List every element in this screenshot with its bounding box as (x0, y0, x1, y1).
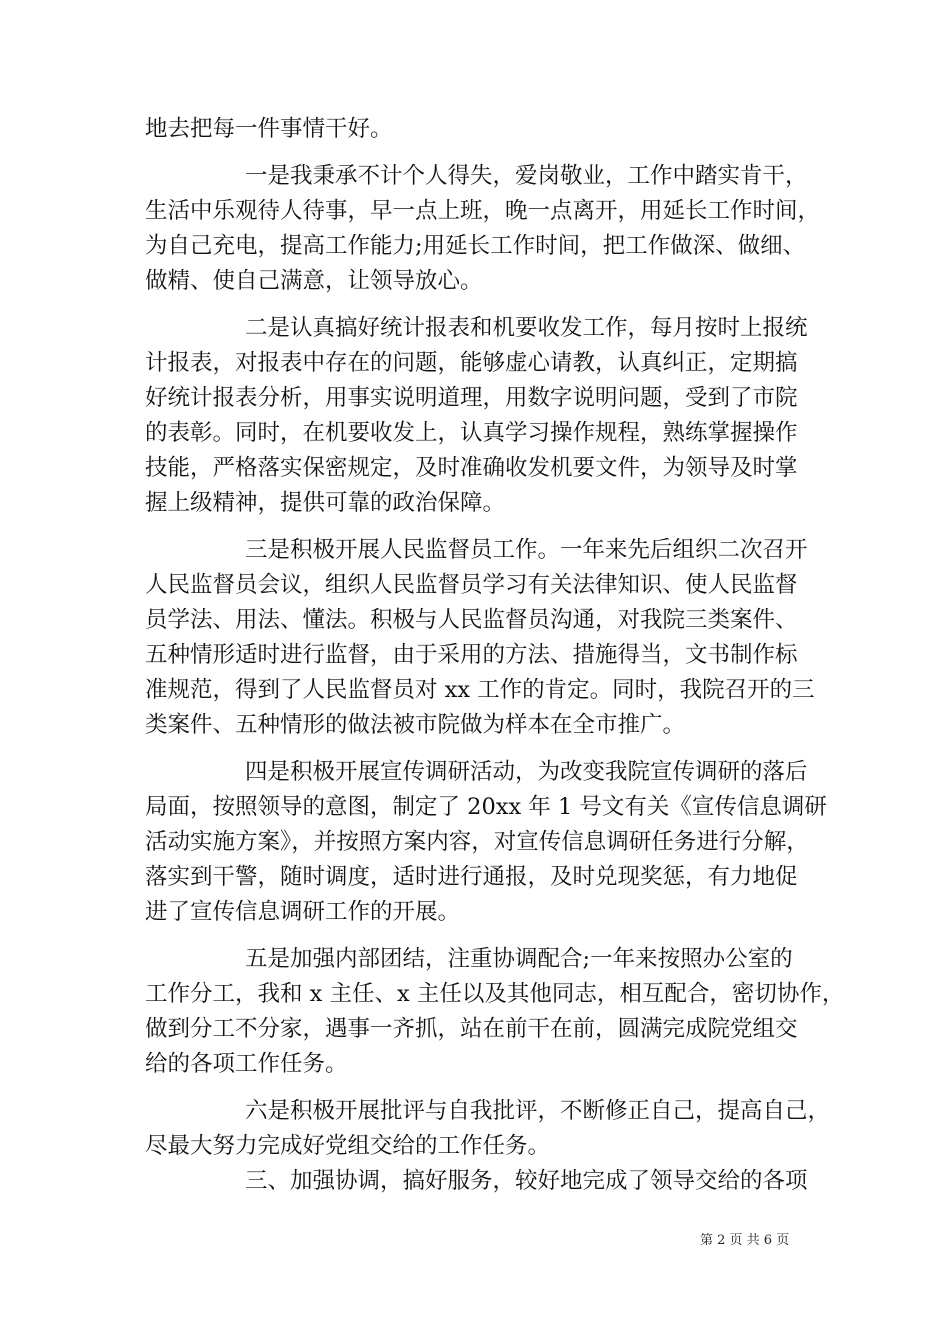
text-line: 握上级精神，提供可靠的政治保障。 (145, 490, 506, 516)
text-line: 做精、使自己满意，让领导放心。 (145, 268, 483, 294)
text-line: 准规范，得到了人民监督员对 xx 工作的肯定。同时，我院召开的三 (145, 677, 815, 703)
text-line: 落实到干警，随时调度，适时进行通报，及时兑现奖惩，有力地促 (145, 864, 798, 890)
text-line: 活动实施方案》，并按照方案内容，对宣传信息调研任务进行分解， (145, 829, 809, 855)
paragraph-first-line: 四是积极开展宣传调研活动，为改变我院宣传调研的落后 (245, 759, 808, 785)
text-line: 生活中乐观待人待事，早一点上班，晚一点离开，用延长工作时间， (145, 198, 821, 224)
text-line: 员学法、用法、懂法。积极与人民监督员沟通，对我院三类案件、 (145, 607, 798, 633)
paragraph-first-line: 三、加强协调，搞好服务，较好地完成了领导交给的各项 (245, 1168, 808, 1194)
text-line: 为自己充电，提高工作能力;用延长工作时间，把工作做深、做细、 (145, 233, 806, 259)
text-line: 好统计报表分析，用事实说明道理，用数字说明问题，受到了市院 (145, 385, 798, 411)
paragraph-first-line: 五是加强内部团结，注重协调配合;一年来按照办公室的 (245, 946, 793, 972)
text-line: 计报表，对报表中存在的问题，能够虚心请教，认真纠正，定期搞 (145, 350, 798, 376)
paragraph-first-line: 二是认真搞好统计报表和机要收发工作，每月按时上报统 (245, 315, 808, 341)
text-line: 给的各项工作任务。 (145, 1051, 348, 1077)
text-line: 局面，按照领导的意图，制定了 20xx 年 1 号文有关《宣传信息调研 (145, 794, 827, 820)
paragraph-first-line: 六是积极开展批评与自我批评，不断修正自己，提高自己， (245, 1098, 831, 1124)
text-line: 进了宣传信息调研工作的开展。 (145, 899, 461, 925)
text-line: 工作分工，我和 x 主任、x 主任以及其他同志，相互配合，密切协作， (145, 981, 845, 1007)
paragraph-first-line: 一是我秉承不计个人得失，爱岗敬业，工作中踏实肯干， (245, 163, 808, 189)
paragraph-first-line: 三是积极开展人民监督员工作。一年来先后组织二次召开 (245, 537, 808, 563)
text-line: 类案件、五种情形的做法被市院做为样本在全市推广。 (145, 712, 686, 738)
text-line: 地去把每一件事情干好。 (145, 116, 393, 142)
text-line: 做到分工不分家，遇事一齐抓，站在前干在前，圆满完成院党组交 (145, 1016, 798, 1042)
text-line: 五种情形适时进行监督，由于采用的方法、措施得当，文书制作标 (145, 642, 798, 668)
text-line: 人民监督员会议，组织人民监督员学习有关法律知识、使人民监督 (145, 572, 798, 598)
text-line: 尽最大努力完成好党组交给的工作任务。 (145, 1133, 551, 1159)
page-number-footer: 第 2 页 共 6 页 (700, 1233, 790, 1248)
text-line: 的表彰。同时，在机要收发上，认真学习操作规程，熟练掌握操作 (145, 420, 798, 446)
text-line: 技能，严格落实保密规定，及时准确收发机要文件，为领导及时掌 (145, 455, 798, 481)
